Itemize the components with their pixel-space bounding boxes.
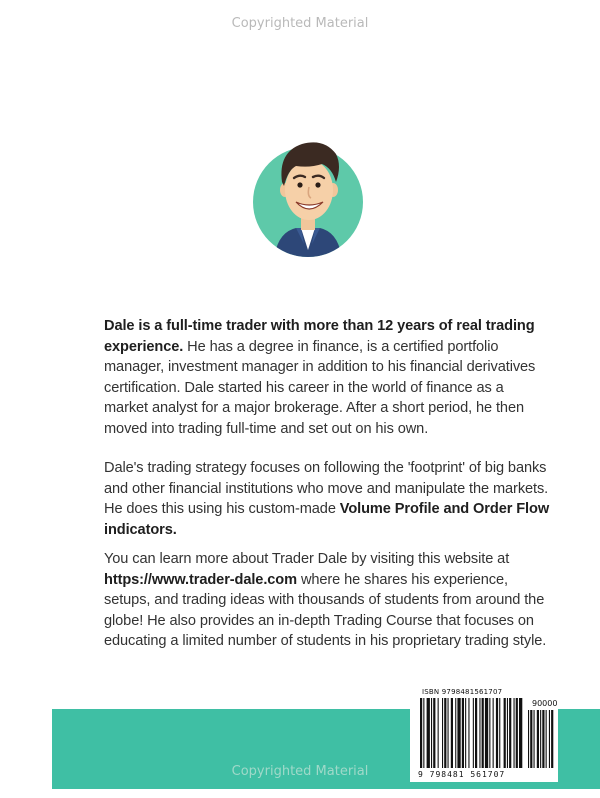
barcode-bar	[438, 698, 439, 768]
barcode-bar	[507, 698, 508, 768]
barcode-bar	[519, 698, 522, 768]
bio-paragraph-1-text: He has a degree in finance, is a certified portfolio manager, investment manager in addition to his financial derivatives certification. Dale started his career in the world of finance as a market analyst for a major brokerage. After a short period, he then moved into trading full-time and set out on his own.	[104, 338, 536, 437]
barcode-bar	[493, 698, 494, 768]
barcode-bar	[468, 698, 469, 768]
cartoon-man-avatar-icon	[252, 132, 364, 258]
barcode-addon-bar	[546, 710, 547, 768]
barcode-bar	[462, 698, 464, 768]
barcode-addon-bar	[528, 710, 529, 768]
barcode-bar	[473, 698, 474, 768]
bio-paragraph-3-lead: You can learn more about Trader Dale by visiting this website at	[104, 551, 510, 567]
website-link[interactable]: https://www.trader-dale.com	[104, 571, 297, 588]
barcode-bar	[457, 698, 460, 768]
barcode-addon-bar	[540, 710, 541, 768]
indicators-bold: Volume Profile and Order Flow indicators.	[104, 501, 550, 538]
price-code: 90000	[532, 699, 558, 708]
barcode-bar	[496, 698, 498, 768]
barcode-bar	[442, 698, 443, 768]
barcode-bar	[427, 698, 430, 768]
bio-paragraph-2	[104, 458, 550, 540]
barcode-bar	[516, 698, 518, 768]
bio-paragraph-3-text: where he shares his experience, setups, and trading ideas with thousands of students from around the globe! He also provides an in-depth Trading Course that focuses on educating a limited number of students in his proprietary trading style.	[104, 571, 547, 649]
barcode-bar	[420, 698, 422, 768]
barcode-bars	[418, 698, 554, 772]
bio-paragraph-2-text: Dale's trading strategy focuses on following the 'footprint' of big banks and other financial institutions who move and manipulate the markets. He does this using his custom-made	[104, 460, 549, 517]
author-avatar	[252, 132, 364, 258]
barcode-bar	[499, 698, 500, 768]
barcode-bar	[514, 698, 515, 768]
bio-paragraph-3	[104, 549, 550, 652]
barcode-bar	[444, 698, 446, 768]
barcode-addon-bar	[534, 710, 535, 768]
barcode-bar	[485, 698, 488, 768]
barcode-bar	[433, 698, 435, 768]
barcode-bar	[475, 698, 477, 768]
barcode-digits: 9 798481 561707	[418, 770, 506, 779]
barcode-addon-bar	[542, 710, 544, 768]
barcode-bar	[455, 698, 456, 768]
copyright-watermark-bottom: Copyrighted Material	[231, 764, 369, 779]
barcode-bar	[448, 698, 449, 768]
barcode-bar	[465, 698, 466, 768]
copyright-watermark-top: Copyrighted Material	[231, 16, 369, 31]
barcode-bar	[451, 698, 453, 768]
barcode-bar	[509, 698, 511, 768]
barcode-bar	[489, 698, 490, 768]
barcode-addon-bar	[549, 710, 550, 768]
bio-intro-bold: Dale is a full-time trader with more than 12 years of real trading experience.	[104, 318, 535, 355]
barcode-addon-bar	[551, 710, 553, 768]
bio-paragraph-1	[104, 316, 550, 439]
barcode-bar	[431, 698, 432, 768]
barcode-bar	[423, 698, 424, 768]
barcode-addon-bar	[530, 710, 532, 768]
isbn-label: ISBN 9798481561707	[422, 688, 503, 696]
barcode-bar	[482, 698, 484, 768]
barcode-addon-bar	[537, 710, 539, 768]
barcode-bar	[504, 698, 506, 768]
barcode-bar	[479, 698, 480, 768]
